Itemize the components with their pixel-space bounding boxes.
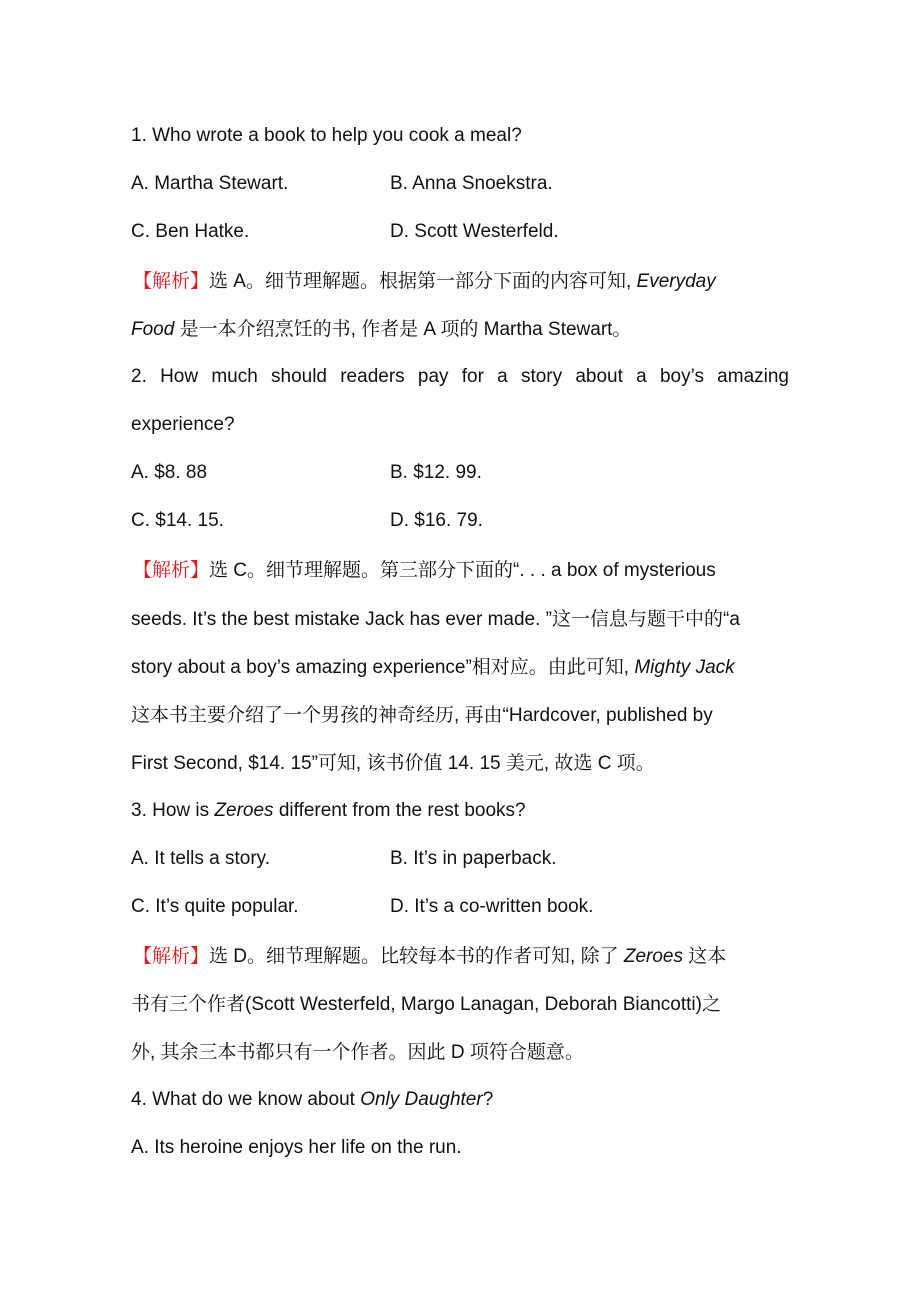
book-title: Food [131,319,175,340]
q2-option-d: D. $16. 79. [390,510,483,531]
question-text: 4. What do we know about [131,1089,361,1110]
analysis-text: 选 C。细节理解题。第三部分下面的“. . . a box of mysterious [209,560,716,581]
book-title: Zeroes [214,800,274,821]
question-text: 3. How is [131,800,215,821]
question-text: different from the rest books? [273,800,526,821]
q2-analysis-line2: seeds. It’s the best mistake Jack has ever made. ”这一信息与题干中的“a [131,609,740,630]
q2-analysis-line3 [131,656,735,680]
q3-option-b: B. It’s in paperback. [390,848,557,869]
analysis-tag: 【解析】 [133,271,210,292]
q3-option-c: C. It’s quite popular. [131,896,299,917]
analysis-text: 选 A。细节理解题。根据第一部分下面的内容可知, [209,271,637,292]
q3-analysis [133,945,726,969]
q3-analysis-line3: 外, 其余三本书都只有一个作者。因此 D 项符合题意。 [131,1042,584,1063]
q3-option-d: D. It’s a co-written book. [390,896,594,917]
q3-option-a: A. It tells a story. [131,848,271,869]
book-title: Everyday [636,271,716,292]
q1-option-b: B. Anna Snoekstra. [390,173,553,194]
question-2-cont: experience? [131,414,235,435]
q2-analysis-line4: 这本书主要介绍了一个男孩的神奇经历, 再由“Hardcover, published by [131,705,713,726]
q2-option-c: C. $14. 15. [131,510,224,531]
analysis-text: 选 D。细节理解题。比较每本书的作者可知, 除了 [209,946,624,967]
q2-analysis-line5: First Second, $14. 15”可知, 该书价值 14. 15 美元, 故选 C 项。 [131,753,655,774]
q3-analysis-line2: 书有三个作者(Scott Westerfeld, Margo Lanagan, Deborah Biancotti)之 [131,994,721,1015]
question-4 [131,1088,493,1112]
q1-option-d: D. Scott Westerfeld. [390,221,559,242]
book-title: Only Daughter [360,1089,483,1110]
book-title: Mighty Jack [634,657,735,678]
q1-analysis-cont [131,318,631,342]
q1-option-c: C. Ben Hatke. [131,221,250,242]
analysis-text: 这本 [683,946,727,967]
analysis-text: story about a boy’s amazing experience”相对应。由此可知, [131,657,635,678]
question-3 [131,799,526,823]
question-text: ? [482,1089,494,1110]
q2-option-b: B. $12. 99. [390,462,482,483]
q1-analysis [133,270,716,294]
book-title: Zeroes [623,946,683,967]
analysis-text: 是一本介绍烹饪的书, 作者是 A 项的 Martha Stewart。 [174,319,632,340]
analysis-tag: 【解析】 [133,560,210,581]
question-2: 2. How much should readers pay for a story about a boy’s amazing [131,366,789,387]
q2-analysis [133,559,716,583]
question-1: 1. Who wrote a book to help you cook a meal? [131,125,522,146]
q4-option-a: A. Its heroine enjoys her life on the run. [131,1137,462,1158]
q2-option-a: A. $8. 88 [131,462,208,483]
q1-option-a: A. Martha Stewart. [131,173,289,194]
analysis-tag: 【解析】 [133,946,210,967]
